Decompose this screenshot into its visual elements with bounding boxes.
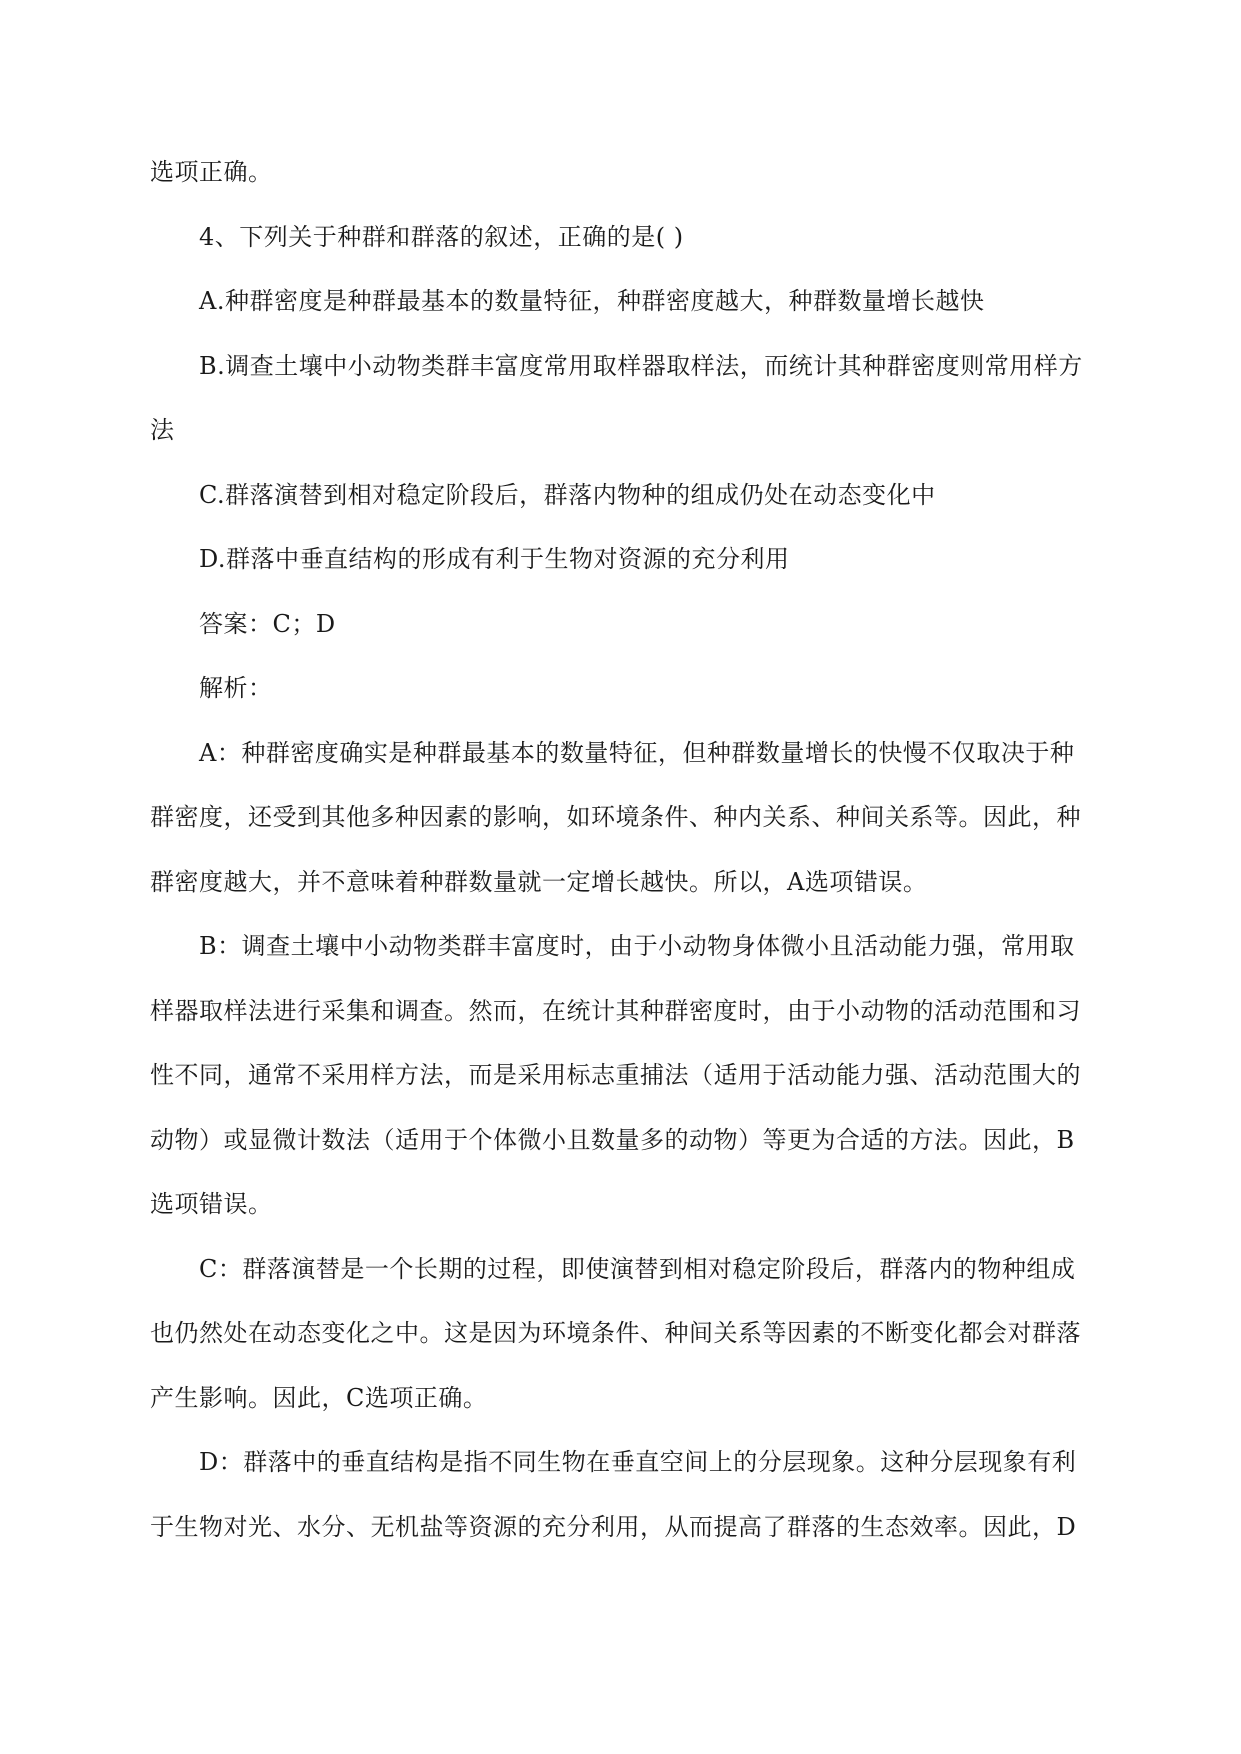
analysis-a: A：种群密度确实是种群最基本的数量特征，但种群数量增长的快慢不仅取决于种群密度，还受到其他多种因素的影响，如环境条件、种内关系、种间关系等。因此，种群密度越大，并不意味着种群数量就一定增长越快。所以，A选项错误。 <box>150 738 1081 896</box>
option-b: B.调查土壤中小动物类群丰富度常用取样器取样法，而统计其种群密度则常用样方法 <box>150 351 1083 444</box>
option-a: A.种群密度是种群最基本的数量特征，种群密度越大，种群数量增长越快 <box>199 287 985 315</box>
answer-line: 答案：C；D <box>199 609 336 638</box>
option-c: C.群落演替到相对稳定阶段后，群落内物种的组成仍处在动态变化中 <box>199 480 936 509</box>
option-d: D.群落中垂直结构的形成有利于生物对资源的充分利用 <box>199 545 790 573</box>
analysis-heading: 解析： <box>199 674 273 702</box>
paragraph-continuation: 选项正确。 <box>150 158 273 186</box>
question-stem: 4、下列关于种群和群落的叙述，正确的是( ) <box>199 222 684 251</box>
analysis-c: C：群落演替是一个长期的过程，即使演替到相对稳定阶段后，群落内的物种组成也仍然处在动态变化之中。这是因为环境条件、种间关系等因素的不断变化都会对群落产生影响。因此，C选项正确。 <box>150 1254 1081 1412</box>
document-page <box>150 140 1090 1559</box>
analysis-b: B：调查土壤中小动物类群丰富度时，由于小动物身体微小且活动能力强，常用取样器取样法进行采集和调查。然而，在统计其种群密度时，由于小动物的活动范围和习性不同，通常不采用样方法，而是采用标志重捕法（适用于活动能力强、活动范围大的动物）或显微计数法（适用于个体微小且数量多的动物）等更为合适的方法。因此，B选项错误。 <box>150 932 1081 1218</box>
analysis-d: D：群落中的垂直结构是指不同生物在垂直空间上的分层现象。这种分层现象有利于生物对光、水分、无机盐等资源的充分利用，从而提高了群落的生态效率。因此，D <box>150 1448 1077 1541</box>
